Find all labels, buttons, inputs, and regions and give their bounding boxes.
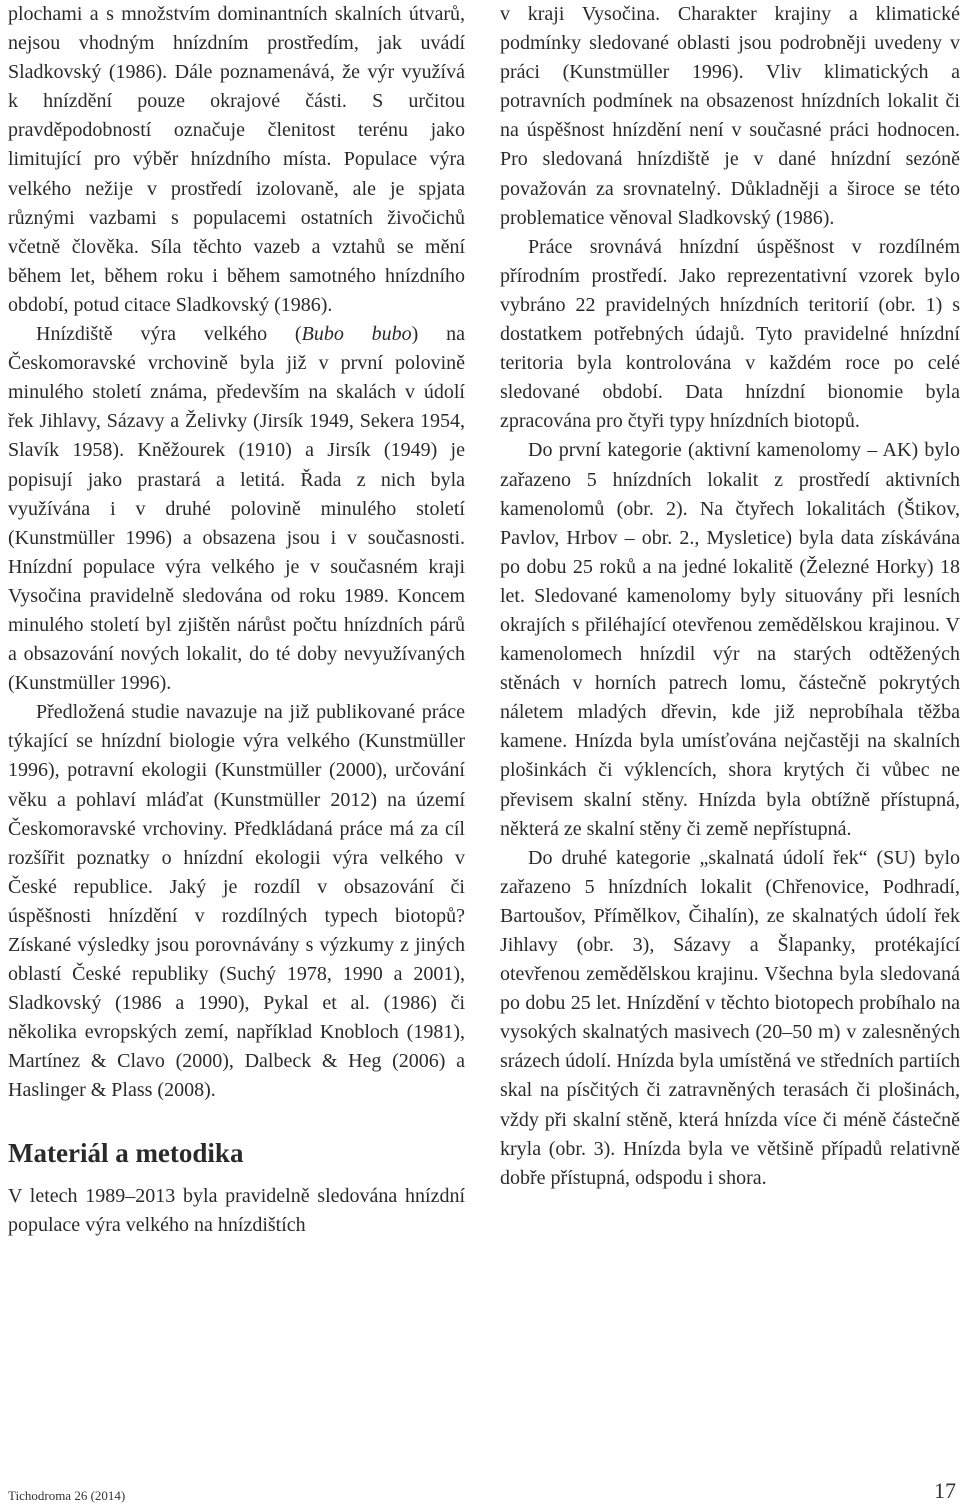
left-column (8, 0, 465, 1240)
right-column (500, 0, 960, 1193)
section-heading-methods: Materiál a metodika (8, 1137, 244, 1168)
paragraph-methods-start: V letech 1989–2013 byla pravidelně sledována hnízdní populace výra velkého na hnízdištích (8, 1184, 465, 1236)
paragraph-category-quarries: Do první kategorie (aktivní kamenolomy – AK) bylo zařazeno 5 hnízdních lokalit z prostředí aktivních kamenolomů (obr. 2). Na čtyřech lokalitách (Štikov, Pavlov, Hrbov – obr. 2., Mysletice) byla data získávána po dobu 25 roků a na jedné lokalitě (Železné Horky) 18 let. Sledované kamenolomy byly situovány při lesních okrajích s přiléhající otevřenou zemědělskou krajinou. V kamenolomech hnízdil výr na starých odtěžených stěnách v horních patrech lomu, částečně pokrytých náletem mladých dřevin, kde již neprobíhala těžba kamene. Hnízda byla umísťována nejčastěji na skalních plošinkách či výklencích, shora krytých či vůbec ne převisem skalní stěny. Hnízda byla obtížně přístupná, některá ze skalní stěny či země nepřístupná. (500, 439, 960, 840)
paragraph-nesting-sites-history (8, 320, 465, 698)
page-number: 17 (934, 1478, 956, 1503)
paragraph-category-river-valleys: Do druhé kategorie „skalnatá údolí řek“ (SU) bylo zařazeno 5 hnízdních lokalit (Chřenovice, Podhradí, Bartoušov, Přímělkov, Čihalín), ze skalnatých údolí řek Jihlavy (obr. 3), Sázavy a Šlapanky, protékající otevřenou zemědělskou krajinu. Všechna byla sledovaná po dobu 25 let. Hnízdění v těchto biotopech probíhalo na vysokých skalnatých masivech (20–50 m) v zalesněných srázech údolí. Hnízda byla umístěná ve středních partiích skal na písčitých či zatravněných terasách či plošinách, vždy při skalní stěně, která hnízda více či méně částečně kryla (obr. 3). Hnízda byla ve většině případů relativně dobře přístupná, odspodu i shora. (500, 846, 960, 1189)
paragraph-study-aims: Předložená studie navazuje na již publikované práce týkající se hnízdní biologie výra velkého (Kunstmüller 1996), potravní ekologii (Kunstmüller (2000), určování věku a pohlaví mláďat (Kunstmüller 2012) na území Českomoravské vrchoviny. Předkládaná práce má za cíl rozšířit poznatky o hnízdní ekologii výra velkého v České republice. Jaký je rozdíl v obsazování či úspěšnosti hnízdění v rozdílných typech biotopů? Získané výsledky jsou porovnávány s výzkumy z jiných oblastí České republiky (Suchý 1978, 1990 a 2001), Sladkovský (1986 a 1990), Pykal et al. (1986) či několika evropských zemí, například Knobloch (1981), Martínez & Clavo (2000), Dalbeck & Heg (2006) a Haslinger & Plass (2008). (8, 701, 465, 1102)
paragraph-intro-continued: plochami a s množstvím dominantních skalních útvarů, nejsou vhodným hnízdním prostředím, jak uvádí Sladkovský (1986). Dále poznamenává, že výr využívá k hnízdění pouze okrajové části. S určitou pravděpodobností označuje členitost terénu jako limitující pro výběr hnízdního místa. Populace výra velkého nežije v prostředí izolovaně, ale je spjata různými vazbami s populacemi ostatních živočichů včetně člověka. Síla těchto vazeb a vztahů se mění během let, během roku i během samotného hnízdního období, potud citace Sladkovský (1986). (8, 3, 465, 316)
species-latin-name: Bubo bubo (301, 323, 412, 346)
footer-journal-citation: Tichodroma 26 (2014) (8, 1488, 126, 1503)
paragraph-region-conditions: v kraji Vysočina. Charakter krajiny a klimatické podmínky sledované oblasti jsou podrobněji uvedeny v práci (Kunstmüller 1996). Vliv klimatických a potravních podmínek na obsazenost hnízdních lokalit či na úspěšnost hnízdění není v současné práci hodnocen. Pro sledovaná hnízdiště je v dané hnízdní sezóně považován za srovnatelný. Důkladněji a široce se této problematice věnoval Sladkovský (1986). (500, 3, 960, 229)
spacer (8, 1106, 465, 1136)
paragraph-text-start: Hnízdiště výra velkého ( (36, 323, 302, 346)
paragraph-sample-territories: Práce srovnává hnízdní úspěšnost v rozdílném přírodním prostředí. Jako reprezentativní vzorek bylo vybráno 22 pravidelných hnízdních teritorií (obr. 1) s dostatkem potřebných údajů. Tyto pravidelné hnízdní teritoria byla kontrolována v každém roce po celé sledované období. Data hnízdní bionomie byla zpracována pro čtyři typy hnízdních biotopů. (500, 235, 960, 433)
paragraph-text-end: ) na Českomoravské vrchovině byla již v první polovině minulého století známa, především na skalách v údolí řek Jihlavy, Sázavy a Želivky (Jirsík 1949, Sekera 1954, Slavík 1958). Kněžourek (1910) a Jirsík (1949) je popisují jako prastará a letitá. Řada z nich byla využívána i v druhé polovině minulého století (Kunstmüller 1996) a obsazena jsou i v současnosti. Hnízdní populace výra velkého je v současném kraji Vysočina pravidelně sledována od roku 1989. Koncem minulého století byl zjištěn nárůst počtu hnízdních párů a obsazování nových lokalit, do té doby nevyužívaných (Kunstmüller 1996). (8, 323, 465, 695)
